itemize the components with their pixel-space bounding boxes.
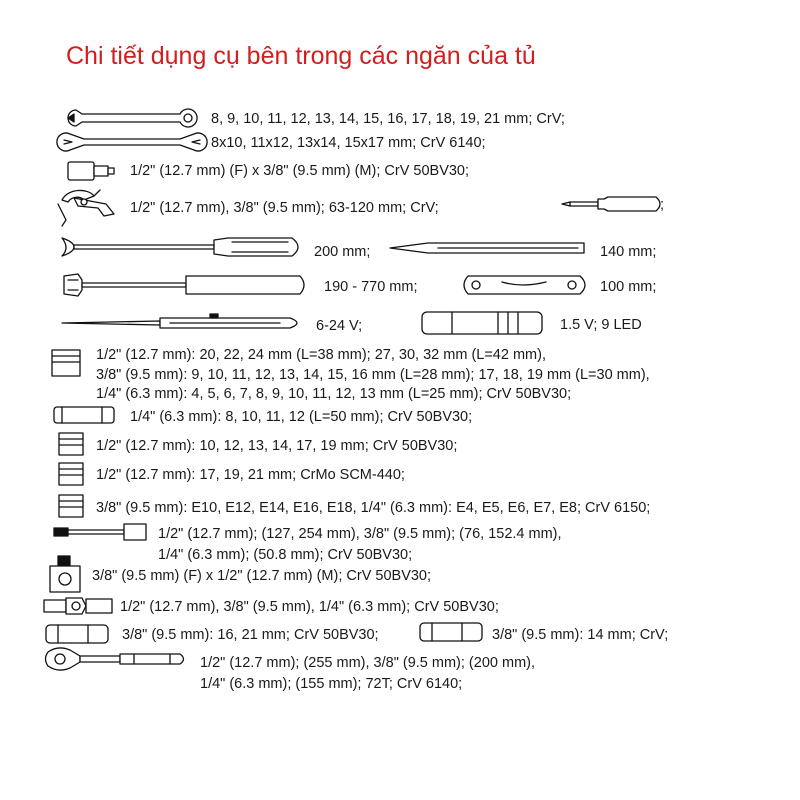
double-wrench-icon [62, 130, 202, 154]
ratchet-spec-line1: 1/2" (12.7 mm); (255 mm), 3/8" (9.5 mm); (200 mm), [200, 655, 536, 671]
socket-set-line2: 3/8" (9.5 mm): 9, 10, 11, 12, 13, 14, 15, 16 mm (L=28 mm); 17, 18, 19 mm (L=30 mm), [96, 367, 650, 383]
socket-set-line1: 1/2" (12.7 mm): 20, 22, 24 mm (L=38 mm); 27, 30, 32 mm (L=42 mm), [96, 347, 546, 363]
socket-half-2-spec: 1/2" (12.7 mm): 17, 19, 21 mm; CrMo SCM-440; [96, 467, 405, 483]
lock-tool-spec: 100 mm; [600, 279, 657, 295]
flashlight-spec: 1.5 V; 9 LED [560, 317, 642, 333]
pin-punch-spec: 140 mm; [600, 244, 657, 260]
extension-spec-line1: 1/2" (12.7 mm); (127, 254 mm), 3/8" (9.5 mm); (76, 152.4 mm), [158, 526, 562, 542]
spark-socket-b-spec: 3/8" (9.5 mm): 14 mm; CrV; [492, 627, 669, 643]
deep-socket-icon [52, 404, 122, 426]
small-screwdriver-suffix: ; [660, 197, 665, 213]
extension-spec-line2: 1/4" (6.3 mm); (50.8 mm); CrV 50BV30; [158, 547, 413, 563]
small-screwdriver-icon [560, 194, 665, 214]
spark-socket-a-spec: 3/8" (9.5 mm): 16, 21 mm; CrV 50BV30; [122, 627, 379, 643]
pin-punch-icon [388, 240, 588, 256]
magnetic-pickup-spec: 190 - 770 mm; [324, 279, 418, 295]
voltage-tester-spec: 6-24 V; [316, 318, 363, 334]
universal-joint-icon [42, 594, 122, 618]
ratchet-wrench-icon [62, 106, 202, 130]
deep-socket-spec: 1/4" (6.3 mm): 8, 10, 11, 12 (L=50 mm); CrV 50BV30; [130, 409, 473, 425]
fork-tool-icon [60, 234, 305, 260]
socket-icon [48, 346, 84, 380]
filter-wrench-icon [54, 186, 124, 226]
ratchet-spec-line2: 1/4" (6.3 mm); (155 mm); 72T; CrV 6140; [200, 676, 463, 692]
adapter-fm-spec: 1/2" (12.7 mm) (F) x 3/8" (9.5 mm) (M); CrV 50BV30; [130, 163, 470, 179]
flashlight-icon [418, 308, 548, 338]
wrench-double-spec: 8x10, 11x12, 13x14, 15x17 mm; CrV 6140; [211, 135, 486, 151]
lock-tool-icon [462, 272, 592, 298]
socket-half-icon [56, 430, 86, 458]
socket-half-1-spec: 1/2" (12.7 mm): 10, 12, 13, 14, 17, 19 mm; CrV 50BV30; [96, 438, 458, 454]
torx-socket-icon [56, 492, 86, 520]
page-title: Chi tiết dụng cụ bên trong các ngăn của tủ [66, 42, 536, 70]
voltage-tester-icon [60, 310, 310, 336]
socket-set-line3: 1/4" (6.3 mm): 4, 5, 6, 7, 8, 9, 10, 11, 12, 13 mm (L=25 mm); CrV 50BV30; [96, 386, 572, 402]
wrench-ratchet-spec: 8, 9, 10, 11, 12, 13, 14, 15, 16, 17, 18, 19, 21 mm; CrV; [211, 111, 565, 127]
adapter-m-icon [46, 554, 86, 596]
magnetic-pickup-icon [60, 270, 310, 300]
adapter-m-spec: 3/8" (9.5 mm) (F) x 1/2" (12.7 mm) (M); CrV 50BV30; [92, 568, 432, 584]
spark-plug-socket-icon [44, 622, 114, 646]
spark-plug-socket-b-icon [418, 620, 488, 644]
fork-tool-spec: 200 mm; [314, 244, 371, 260]
torx-socket-spec: 3/8" (9.5 mm): E10, E12, E14, E16, E18, 1/4" (6.3 mm): E4, E5, E6, E7, E8; CrV 6150; [96, 500, 651, 516]
filter-wrench-spec: 1/2" (12.7 mm), 3/8" (9.5 mm); 63-120 mm; CrV; [130, 200, 439, 216]
universal-joint-spec: 1/2" (12.7 mm), 3/8" (9.5 mm), 1/4" (6.3 mm); CrV 50BV30; [120, 599, 499, 615]
socket-adapter-icon [62, 156, 122, 184]
ratchet-handle-icon [44, 646, 189, 672]
extension-bar-icon [52, 520, 162, 544]
socket-impact-icon [56, 460, 86, 488]
